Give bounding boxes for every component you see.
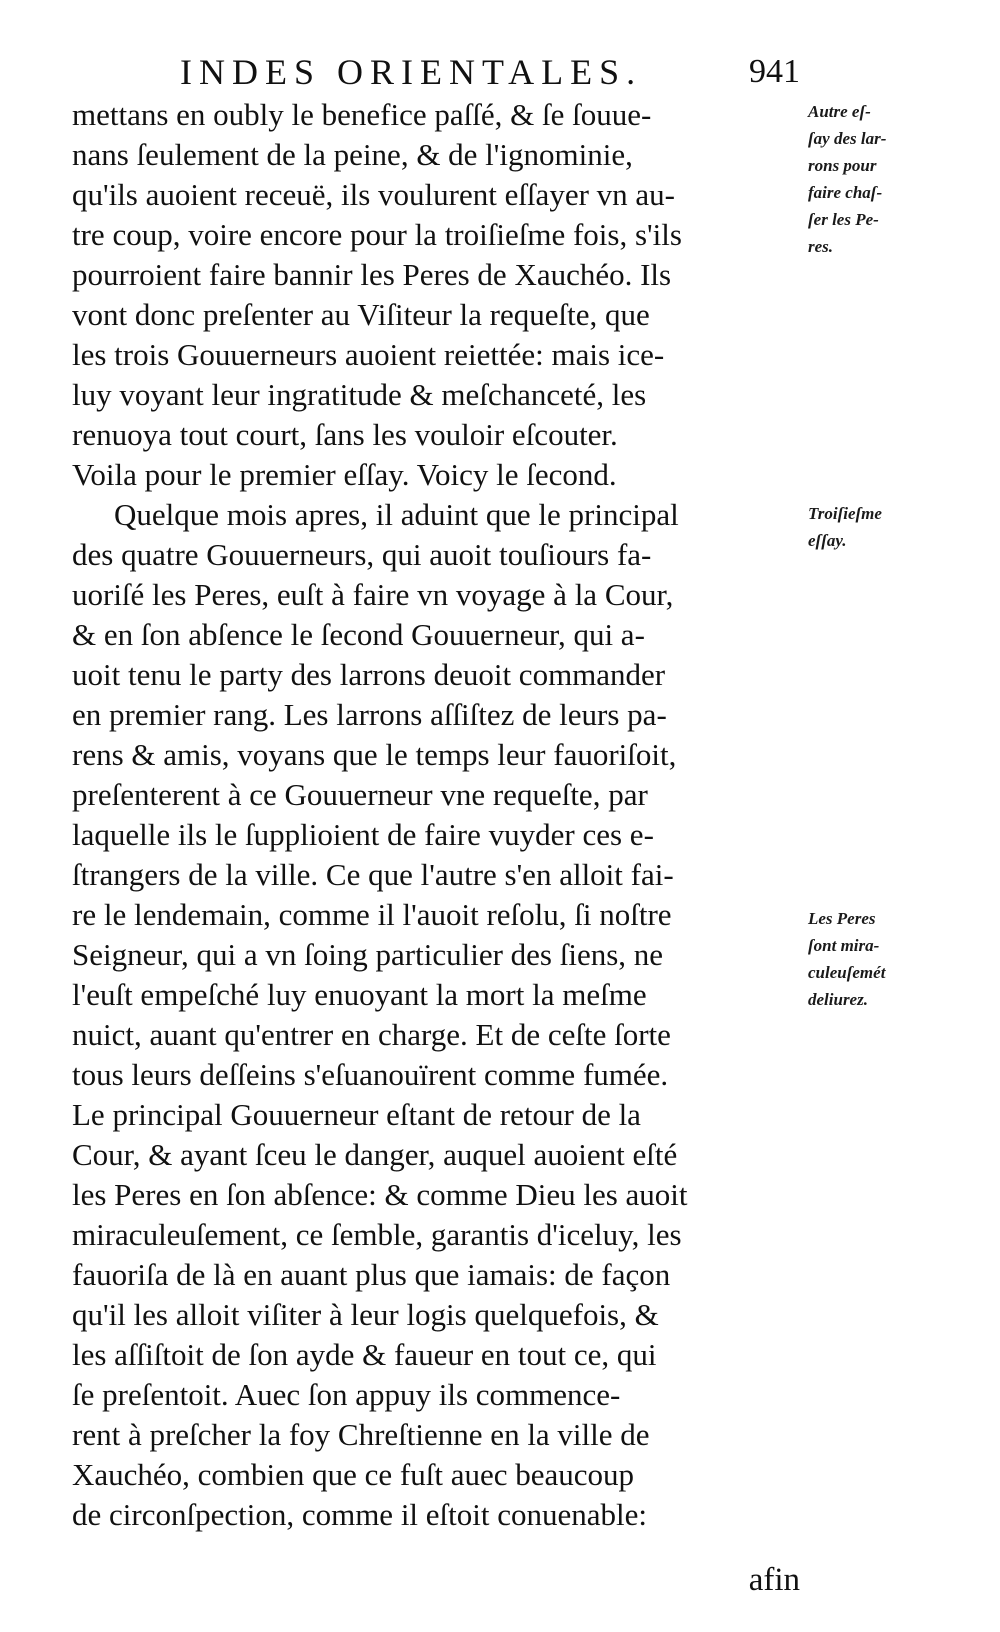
- catchword: afin: [748, 1562, 800, 1598]
- text-line: les Peres en ſon abſence: & comme Dieu les auoit: [72, 1177, 688, 1212]
- text-line: des quatre Gouuerneurs, qui auoit touſiours fa-: [72, 537, 652, 572]
- margin-note-line: res.: [808, 237, 834, 256]
- text-line: luy voyant leur ingratitude & meſchanceté, les: [72, 377, 647, 412]
- text-line: Voila pour le premier eſſay. Voicy le ſecond.: [72, 457, 617, 492]
- margin-note-line: rons pour: [808, 156, 877, 175]
- margin-note-line: faire chaſ-: [808, 183, 883, 202]
- text-line: laquelle ils le ſupplioient de faire vuyder ces e-: [72, 817, 654, 852]
- text-line: qu'il les alloit viſiter à leur logis quelquefois, &: [72, 1297, 659, 1332]
- text-line: preſenterent à ce Gouuerneur vne requeſte, par: [72, 777, 648, 812]
- body-text: [72, 95, 800, 1535]
- text-line: Xauchéo, combien que ce fuſt auec beaucoup: [72, 1457, 635, 1492]
- text-line: Cour, & ayant ſceu le danger, auquel auoient eſté: [72, 1137, 678, 1172]
- margin-note-line: Autre eſ-: [808, 102, 871, 121]
- text-line: uoriſé les Peres, euſt à faire vn voyage à la Cour,: [72, 577, 674, 612]
- paragraph-start-line: Quelque mois apres, il aduint que le principal: [114, 497, 679, 532]
- text-line: rens & amis, voyans que le temps leur fauoriſoit,: [72, 737, 677, 772]
- text-line: ſe preſentoit. Auec ſon appuy ils commence-: [72, 1377, 621, 1412]
- text-line: tous leurs deſſeins s'eſuanouïrent comme fumée.: [72, 1057, 669, 1092]
- page-number: 941: [749, 53, 800, 90]
- margin-note-line: Troiſieſme: [808, 504, 882, 523]
- text-line: ſtrangers de la ville. Ce que l'autre s'en alloit fai-: [72, 857, 674, 892]
- margin-note-line: deliurez.: [808, 990, 868, 1009]
- margin-note-line: ſont mira-: [808, 936, 880, 955]
- text-line: miraculeuſement, ce ſemble, garantis d'iceluy, les: [72, 1217, 682, 1252]
- text-line: les trois Gouuerneurs auoient reiettée: mais ice-: [72, 337, 665, 372]
- margin-note-line: culeuſemét: [808, 963, 886, 982]
- text-line: vont donc preſenter au Viſiteur la requeſte, que: [72, 297, 650, 332]
- text-line: pourroient faire bannir les Peres de Xauchéo. Ils: [72, 257, 672, 292]
- text-line: & en ſon abſence le ſecond Gouuerneur, qui a-: [72, 617, 645, 652]
- margin-note-line: ſer les Pe-: [808, 210, 879, 229]
- margin-note-second-attempt: [808, 98, 948, 260]
- text-line: uoit tenu le party des larrons deuoit commander: [72, 657, 666, 692]
- text-line: tre coup, voire encore pour la troiſieſme fois, s'ils: [72, 217, 682, 252]
- text-line: qu'ils auoient receuë, ils voulurent eſſayer vn au-: [72, 177, 675, 212]
- text-line: mettans en oubly le benefice paſſé, & ſe ſouue-: [72, 97, 652, 132]
- text-line: en premier rang. Les larrons aſſiſtez de leurs pa-: [72, 697, 667, 732]
- text-line: les aſſiſtoit de ſon ayde & faueur en tout ce, qui: [72, 1337, 657, 1372]
- margin-note-line: ſay des lar-: [808, 129, 887, 148]
- running-title: INDES ORIENTALES.: [180, 52, 643, 92]
- running-head: [180, 48, 800, 96]
- margin-note-line: eſſay.: [808, 531, 847, 550]
- margin-note-line: Les Peres: [808, 909, 876, 928]
- text-line: l'euſt empeſché luy enuoyant la mort la meſme: [72, 977, 647, 1012]
- text-line: renuoya tout court, ſans les vouloir eſcouter.: [72, 417, 618, 452]
- text-line: re le lendemain, comme il l'auoit reſolu, ſi noſtre: [72, 897, 672, 932]
- text-line: Le principal Gouuerneur eſtant de retour de la: [72, 1097, 641, 1132]
- text-line: de circonſpection, comme il eſtoit conuenable:: [72, 1497, 648, 1532]
- margin-note-third-attempt: [808, 500, 948, 554]
- text-line: Seigneur, qui a vn ſoing particulier des ſiens, ne: [72, 937, 664, 972]
- margin-note-fathers-delivered: [808, 905, 948, 1013]
- text-line: nuict, auant qu'entrer en charge. Et de ceſte ſorte: [72, 1017, 671, 1052]
- text-line: fauoriſa de là en auant plus que iamais: de façon: [72, 1257, 671, 1292]
- text-line: rent à preſcher la foy Chreſtienne en la ville de: [72, 1417, 650, 1452]
- text-line: nans ſeulement de la peine, & de l'ignominie,: [72, 137, 633, 172]
